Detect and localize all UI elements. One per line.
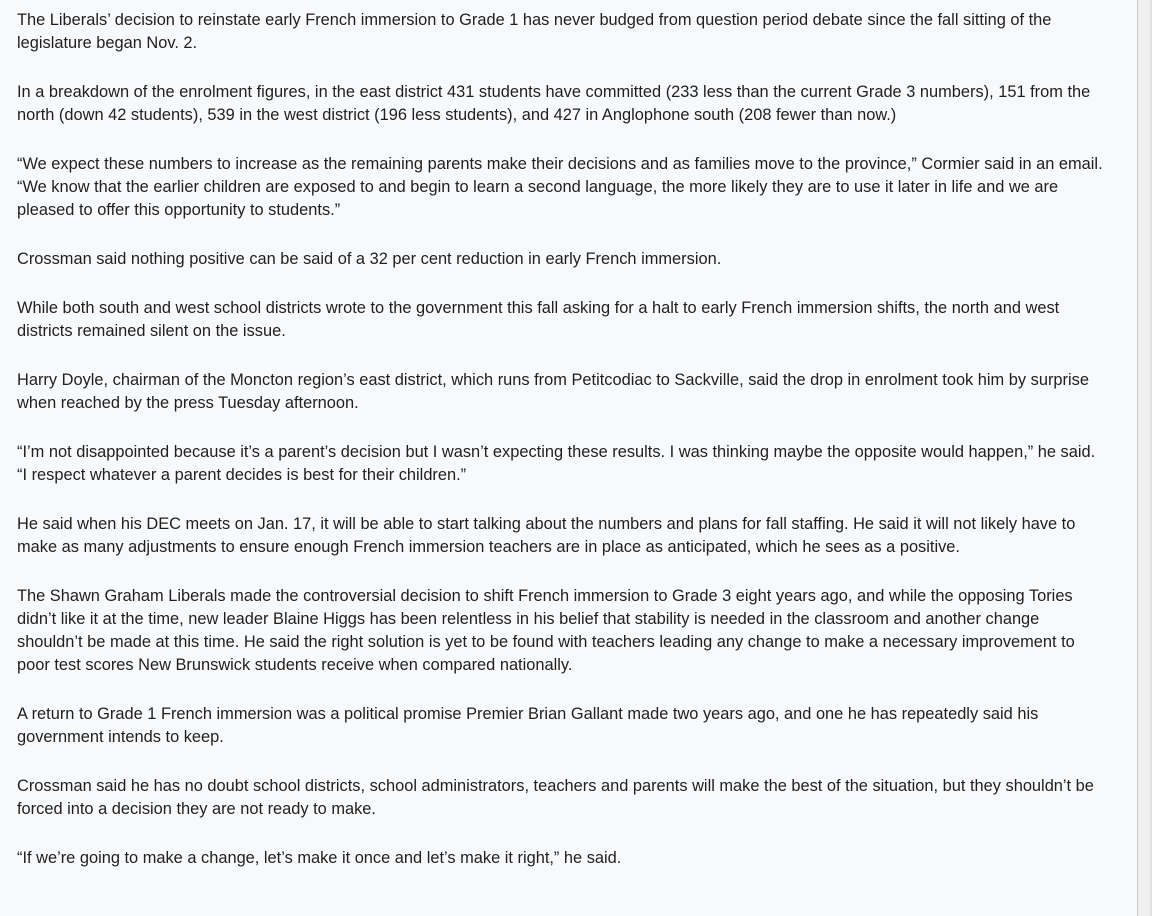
paragraph-10: A return to Grade 1 French immersion was a political promise Premier Brian Gallant made two years ago, and one he has repeatedly said his government intends to keep. [17, 705, 1039, 746]
vertical-scrollbar[interactable] [1138, 0, 1152, 916]
paragraph-11: Crossman said he has no doubt school districts, school administrators, teachers and parents will make the best of the situation, but they shouldn’t be forced into a decision they are not ready to make. [17, 777, 1094, 818]
paragraph-1: The Liberals’ decision to reinstate early French immersion to Grade 1 has never budged from question period debate since the fall sitting of the legislature began Nov. 2. [17, 11, 1052, 52]
paragraph-9: The Shawn Graham Liberals made the controversial decision to shift French immersion to Grade 3 eight years ago, and while the opposing Tories didn’t like it at the time, new leader Blaine Higgs has been relentless in his belief that stability is needed in the classroom and another change shouldn’t be made at this time. He said the right solution is yet to be found with teachers leading any change to make a necessary improvement to poor test scores New Brunswick students receive when compared nationally. [17, 587, 1075, 674]
paragraph-5: While both south and west school districts wrote to the government this fall asking for a halt to early French immersion shifts, the north and west districts remained silent on the issue. [17, 299, 1060, 340]
paragraph-12: “If we’re going to make a change, let’s make it once and let’s make it right,” he said. [17, 849, 622, 867]
paragraph-2: In a breakdown of the enrolment figures, in the east district 431 students have committed (233 less than the current Grade 3 numbers), 151 from the north (down 42 students), 539 in the west district (196 less students), and 427 in Anglophone south (208 fewer than now.) [17, 83, 1091, 124]
paragraph-8: He said when his DEC meets on Jan. 17, it will be able to start talking about the numbers and plans for fall staffing. He said it will not likely have to make as many adjustments to ensure enough French immersion teachers are in place as anticipated, which he sees as a positive. [17, 515, 1076, 556]
paragraph-4: Crossman said nothing positive can be said of a 32 per cent reduction in early French immersion. [17, 250, 722, 268]
paragraph-3: “We expect these numbers to increase as the remaining parents make their decisions and as families move to the province,” Cormier said in an email. “We know that the earlier children are exposed to and begin to learn a second language, the more likely they are to use it later in life and we are pleased to offer this opportunity to students.” [17, 155, 1103, 219]
paragraph-6: Harry Doyle, chairman of the Moncton region’s east district, which runs from Petitcodiac to Sackville, said the drop in enrolment took him by surprise when reached by the press Tuesday afternoon. [17, 371, 1089, 412]
paragraph-7: “I’m not disappointed because it’s a parent’s decision but I wasn’t expecting these results. I was thinking maybe the opposite would happen,” he said. “I respect whatever a parent decides is best for their children.” [17, 443, 1096, 484]
